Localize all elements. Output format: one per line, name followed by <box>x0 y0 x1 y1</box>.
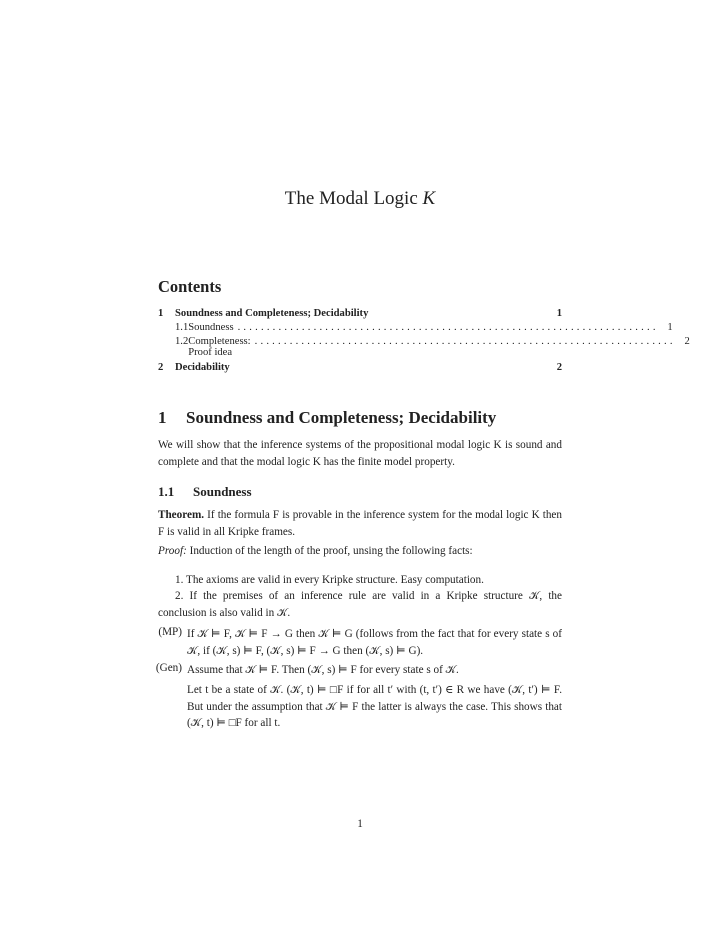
page-number: 1 <box>357 818 363 830</box>
toc-entry-label: Soundness and Completeness; Decidability <box>175 308 369 319</box>
rule-gen-text-1: Assume that 𝒦 ⊨ F. Then (𝒦, s) ⊨ F for every state s of 𝒦. <box>187 664 459 676</box>
rule-label-gen: (Gen) <box>155 662 182 674</box>
toc-page: 1 <box>667 322 673 333</box>
fact-1: 1. The axioms are valid in every Kripke structure. Easy computation. <box>175 574 484 586</box>
section-heading-1: 1 Soundness and Completeness; Decidability <box>158 408 497 427</box>
contents-heading: Contents <box>158 277 222 296</box>
intro-paragraph: We will show that the inference systems of the propositional modal logic K is sound and complete and that the modal logic K has the finite model property. <box>158 439 562 468</box>
toc-leader: ........................................................................ <box>237 322 659 333</box>
rule-gen-text-2: Let t be a state of 𝒦. (𝒦, t) ⊨ □F if for all t′ with (t, t′) ∈ R we have (𝒦, t′) ⊨ F. But under the assumption that 𝒦 ⊨ F the latter is always the case. This shows that (𝒦, t) ⊨ □F for all t. <box>187 684 562 729</box>
toc-entry-2[interactable]: 2 Decidability 2 <box>158 362 562 373</box>
theorem-paragraph: Theorem. If the formula F is provable in the inference system for the modal logic K then F is valid in all Kripke frames. <box>158 509 562 538</box>
toc-page: 2 <box>684 336 690 347</box>
toc-entry-label: Completeness: Proof idea <box>188 336 251 358</box>
toc-leader: ........................................................................ <box>254 336 676 347</box>
rule-label-mp: (MP) <box>158 626 182 638</box>
toc-entry-1-1[interactable]: 1.1 Soundness ........................................................................ 1 <box>175 322 673 333</box>
rule-mp-text: If 𝒦 ⊨ F, 𝒦 ⊨ F → G then 𝒦 ⊨ G (follows from the fact that for every state s of 𝒦, if (𝒦, s) ⊨ F, (𝒦, s) ⊨ F → G then (𝒦, s) ⊨ G). <box>187 628 562 657</box>
toc-entry-1[interactable]: 1 Soundness and Completeness; Decidability 1 <box>158 308 562 319</box>
proof-label: Proof: <box>158 545 187 557</box>
toc-page: 2 <box>556 362 562 373</box>
document-title: The Modal Logic K <box>284 188 436 209</box>
toc-entry-label: Decidability <box>175 362 230 373</box>
fact-2: 2. If the premises of an inference rule are valid in a Kripke structure 𝒦, the conclusion is also valid in 𝒦. <box>158 590 562 619</box>
proof-paragraph: Proof: Induction of the length of the proof, unsing the following facts: <box>158 545 473 557</box>
theorem-label: Theorem. <box>158 509 205 521</box>
toc-page: 1 <box>556 308 562 319</box>
toc-entry-label: Soundness <box>188 322 234 333</box>
subsection-heading-1-1: 1.1 Soundness <box>158 484 252 499</box>
toc-entry-1-2[interactable]: 1.2 Completeness: Proof idea ........................................................................ 2 <box>175 336 690 358</box>
